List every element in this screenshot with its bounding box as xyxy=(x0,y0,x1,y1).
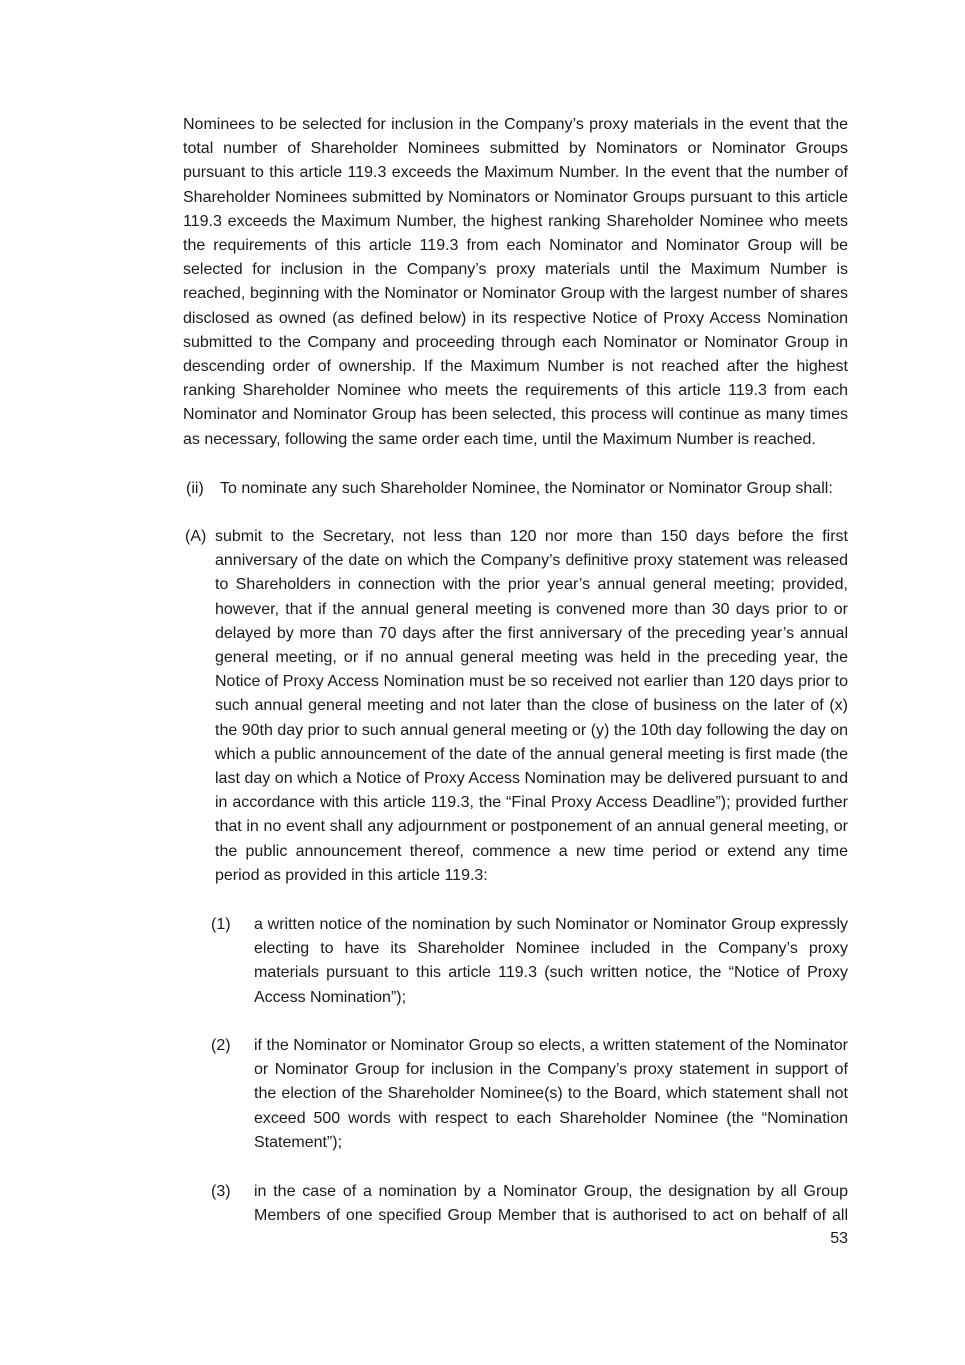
clause-ii-text: To nominate any such Shareholder Nominee, the Nominator or Nominator Group shall: xyxy=(220,480,833,497)
clause-A xyxy=(185,525,848,888)
sub-item-2 xyxy=(211,1034,848,1155)
clause-A-label: (A) xyxy=(185,528,207,545)
sub-item-2-label: (2) xyxy=(211,1037,231,1054)
intro-paragraph: Nominees to be selected for inclusion in the Company’s proxy materials in the event that the total number of Shareholder Nominees submitted by Nominators or Nominator Groups pursuant to this article 119.3 exceeds the Maximum Number. In the event that the number of Shareholder Nominees submitted by Nominators or Nominator Groups pursuant to this article 119.3 exceeds the Maximum Number, the highest ranking Shareholder Nominee who meets the requirements of this article 119.3 from each Nominator and Nominator Group will be selected for inclusion in the Company’s proxy materials until the Maximum Number is reached, beginning with the Nominator or Nominator Group with the largest number of shares disclosed as owned (as defined below) in its respective Notice of Proxy Access Nomination submitted to the Company and proceeding through each Nominator or Nominator Group in descending order of ownership. If the Maximum Number is not reached after the highest ranking Shareholder Nominee who meets the requirements of this article 119.3 from each Nominator and Nominator Group has been selected, this process will continue as many times as necessary, following the same order each time, until the Maximum Number is reached. xyxy=(183,116,848,448)
sub-item-3-text: in the case of a nomination by a Nominator Group, the designation by all Group Members of one specified Group Member that is authorised to act on behalf of all xyxy=(254,1183,848,1225)
clause-ii-label: (ii) xyxy=(186,480,204,497)
sub-item-2-text: if the Nominator or Nominator Group so elects, a written statement of the Nominator or Nominator Group for inclusion in the Company’s proxy statement in support of the election of the Shareholder Nominee(s) to the Board, which statement shall not exceed 500 words with respect to each Shareholder Nominee (the “Nomination Statement”); xyxy=(254,1037,848,1151)
page-number: 53 xyxy=(830,1230,848,1247)
clause-ii xyxy=(186,477,848,501)
sub-item-3-label: (3) xyxy=(211,1183,231,1200)
sub-item-1 xyxy=(211,913,848,1010)
sub-item-1-text: a written notice of the nomination by such Nominator or Nominator Group expressly electing to have its Shareholder Nominee included in the Company’s proxy materials pursuant to this article 119.3 (such written notice, the “Notice of Proxy Access Nomination”); xyxy=(254,916,848,1006)
sub-item-3 xyxy=(211,1180,848,1228)
sub-item-1-label: (1) xyxy=(211,916,231,933)
clause-A-text: submit to the Secretary, not less than 120 nor more than 150 days before the first anniversary of the date on which the Company’s definitive proxy statement was released to Shareholders in connection with the prior year’s annual general meeting; provided, however, that if the annual general meeting is convened more than 30 days prior to or delayed by more than 70 days after the first anniversary of the preceding year’s annual general meeting, or if no annual general meeting was held in the preceding year, the Notice of Proxy Access Nomination must be so received not earlier than 120 days prior to such annual general meeting and not later than the close of business on the later of (x) the 90th day prior to such annual general meeting or (y) the 10th day following the day on which a public announcement of the date of the annual general meeting is first made (the last day on which a Notice of Proxy Access Nomination may be delivered pursuant to and in accordance with this article 119.3, the “Final Proxy Access Deadline”); provided further that in no event shall any adjournment or postponement of an annual general meeting, or the public announcement thereof, commence a new time period or extend any time period as provided in this article 119.3: xyxy=(215,528,848,884)
